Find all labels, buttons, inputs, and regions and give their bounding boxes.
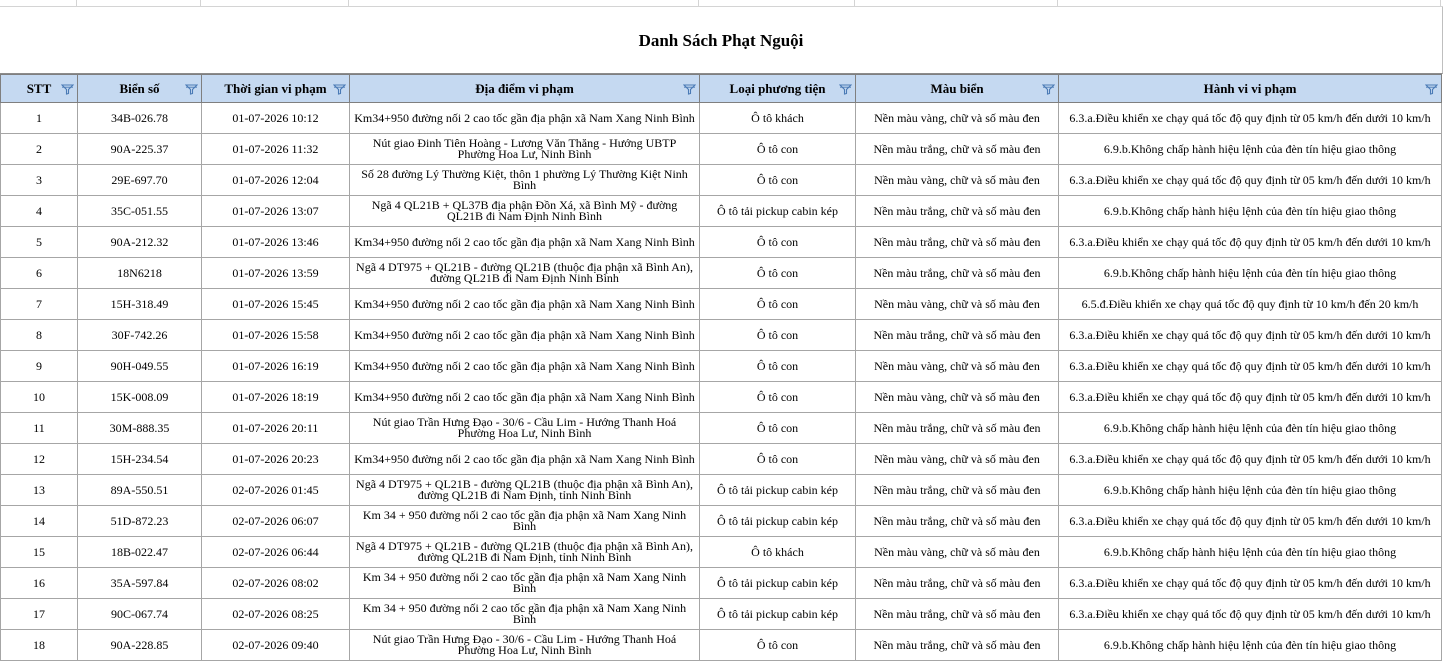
cell-vehicle[interactable]: Ô tô khách bbox=[700, 103, 856, 134]
cell-plate_color[interactable]: Nền màu trắng, chữ và số màu đen bbox=[856, 227, 1059, 258]
cell-vehicle[interactable]: Ô tô tải pickup cabin kép bbox=[700, 506, 856, 537]
cell-plate_color[interactable]: Nền màu vàng, chữ và số màu đen bbox=[856, 537, 1059, 568]
column-header-label: STT bbox=[26, 80, 52, 96]
page-title: Danh Sách Phạt Nguội bbox=[638, 31, 804, 50]
cell-time[interactable]: 02-07-2026 09:40 bbox=[202, 630, 350, 661]
cell-vehicle[interactable]: Ô tô khách bbox=[700, 537, 856, 568]
cell-location[interactable]: Ngã 4 QL21B + QL37B địa phận Đồn Xá, xã Bình Mỹ - đường QL21B đi Nam Định Ninh Bình bbox=[350, 196, 700, 227]
violations-table bbox=[0, 74, 1442, 661]
table-body bbox=[1, 103, 1442, 661]
cell-plate[interactable]: 51D-872.23 bbox=[78, 506, 202, 537]
cell-violation[interactable]: 6.3.a.Điều khiển xe chạy quá tốc độ quy định từ 05 km/h đến dưới 10 km/h bbox=[1059, 227, 1442, 258]
filter-funnel-icon[interactable] bbox=[839, 83, 852, 95]
cell-plate_color[interactable]: Nền màu trắng, chữ và số màu đen bbox=[856, 196, 1059, 227]
cell-time[interactable]: 01-07-2026 13:07 bbox=[202, 196, 350, 227]
column-header-time[interactable] bbox=[202, 75, 350, 103]
table-row bbox=[1, 382, 1442, 413]
table-row bbox=[1, 537, 1442, 568]
cell-stt[interactable]: 4 bbox=[1, 196, 78, 227]
cell-violation[interactable]: 6.3.a.Điều khiển xe chạy quá tốc độ quy định từ 05 km/h đến dưới 10 km/h bbox=[1059, 599, 1442, 630]
cell-vehicle[interactable]: Ô tô con bbox=[700, 444, 856, 475]
cell-stt[interactable]: 18 bbox=[1, 630, 78, 661]
table-row bbox=[1, 599, 1442, 630]
table-row bbox=[1, 227, 1442, 258]
column-header-location[interactable] bbox=[350, 75, 700, 103]
cell-plate_color[interactable]: Nền màu trắng, chữ và số màu đen bbox=[856, 630, 1059, 661]
cell-violation[interactable]: 6.3.a.Điều khiển xe chạy quá tốc độ quy định từ 05 km/h đến dưới 10 km/h bbox=[1059, 351, 1442, 382]
cell-plate[interactable]: 90A-225.37 bbox=[78, 134, 202, 165]
cell-location[interactable]: Km34+950 đường nối 2 cao tốc gần địa phận xã Nam Xang Ninh Bình bbox=[350, 444, 700, 475]
cell-stt[interactable]: 7 bbox=[1, 289, 78, 320]
cell-violation[interactable]: 6.3.a.Điều khiển xe chạy quá tốc độ quy định từ 05 km/h đến dưới 10 km/h bbox=[1059, 165, 1442, 196]
cell-violation[interactable]: 6.9.b.Không chấp hành hiệu lệnh của đèn tín hiệu giao thông bbox=[1059, 475, 1442, 506]
cell-time[interactable]: 01-07-2026 15:58 bbox=[202, 320, 350, 351]
table-row bbox=[1, 320, 1442, 351]
cell-location[interactable]: Nút giao Đinh Tiên Hoàng - Lương Văn Thăng - Hướng UBTP Phường Hoa Lư, Ninh Bình bbox=[350, 134, 700, 165]
cell-stt[interactable]: 14 bbox=[1, 506, 78, 537]
cell-vehicle[interactable]: Ô tô tải pickup cabin kép bbox=[700, 568, 856, 599]
cell-time[interactable]: 02-07-2026 01:45 bbox=[202, 475, 350, 506]
cell-location[interactable]: Km34+950 đường nối 2 cao tốc gần địa phận xã Nam Xang Ninh Bình bbox=[350, 289, 700, 320]
previous-row-strip bbox=[0, 0, 1443, 7]
cell-stt[interactable]: 10 bbox=[1, 382, 78, 413]
table-row bbox=[1, 134, 1442, 165]
cell-stt[interactable]: 8 bbox=[1, 320, 78, 351]
cell-plate[interactable]: 35A-597.84 bbox=[78, 568, 202, 599]
table-row bbox=[1, 289, 1442, 320]
cell-plate_color[interactable]: Nền màu vàng, chữ và số màu đen bbox=[856, 444, 1059, 475]
cell-vehicle[interactable]: Ô tô con bbox=[700, 289, 856, 320]
cell-location[interactable]: Ngã 4 DT975 + QL21B - đường QL21B (thuộc địa phận xã Bình An), đường QL21B đi Nam Định, tỉnh Ninh Bình bbox=[350, 537, 700, 568]
cell-plate_color[interactable]: Nền màu trắng, chữ và số màu đen bbox=[856, 568, 1059, 599]
table-row bbox=[1, 630, 1442, 661]
column-header-label: Địa điểm vi phạm bbox=[475, 80, 574, 96]
cell-violation[interactable]: 6.9.b.Không chấp hành hiệu lệnh của đèn tín hiệu giao thông bbox=[1059, 630, 1442, 661]
cell-time[interactable]: 01-07-2026 20:11 bbox=[202, 413, 350, 444]
cell-time[interactable]: 02-07-2026 06:44 bbox=[202, 537, 350, 568]
header-row bbox=[1, 75, 1442, 103]
filter-funnel-icon[interactable] bbox=[333, 83, 346, 95]
cell-location[interactable]: Nút giao Trần Hưng Đạo - 30/6 - Cầu Lim - Hướng Thanh Hoá Phường Hoa Lư, Ninh Bình bbox=[350, 413, 700, 444]
cell-time[interactable]: 02-07-2026 08:02 bbox=[202, 568, 350, 599]
cell-vehicle[interactable]: Ô tô con bbox=[700, 630, 856, 661]
cell-plate[interactable]: 30F-742.26 bbox=[78, 320, 202, 351]
cell-vehicle[interactable]: Ô tô con bbox=[700, 227, 856, 258]
cell-plate_color[interactable]: Nền màu trắng, chữ và số màu đen bbox=[856, 320, 1059, 351]
table-row bbox=[1, 258, 1442, 289]
cell-plate_color[interactable]: Nền màu trắng, chữ và số màu đen bbox=[856, 413, 1059, 444]
cell-location[interactable]: Km34+950 đường nối 2 cao tốc gần địa phận xã Nam Xang Ninh Bình bbox=[350, 227, 700, 258]
cell-time[interactable]: 01-07-2026 13:46 bbox=[202, 227, 350, 258]
cell-plate[interactable]: 90H-049.55 bbox=[78, 351, 202, 382]
table-row bbox=[1, 103, 1442, 134]
filter-funnel-icon[interactable] bbox=[1425, 83, 1438, 95]
cell-time[interactable]: 02-07-2026 06:07 bbox=[202, 506, 350, 537]
table-row bbox=[1, 196, 1442, 227]
cell-stt[interactable]: 15 bbox=[1, 537, 78, 568]
column-header-vehicle[interactable] bbox=[700, 75, 856, 103]
table-row bbox=[1, 413, 1442, 444]
cell-location[interactable]: Km34+950 đường nối 2 cao tốc gần địa phận xã Nam Xang Ninh Bình bbox=[350, 382, 700, 413]
cell-location[interactable]: Km34+950 đường nối 2 cao tốc gần địa phận xã Nam Xang Ninh Bình bbox=[350, 103, 700, 134]
cell-violation[interactable]: 6.3.a.Điều khiển xe chạy quá tốc độ quy định từ 05 km/h đến dưới 10 km/h bbox=[1059, 444, 1442, 475]
cell-plate_color[interactable]: Nền màu trắng, chữ và số màu đen bbox=[856, 258, 1059, 289]
cell-time[interactable]: 01-07-2026 12:04 bbox=[202, 165, 350, 196]
column-header-label: Biển số bbox=[119, 80, 160, 96]
cell-location[interactable]: Ngã 4 DT975 + QL21B - đường QL21B (thuộc địa phận xã Bình An), đường QL21B đi Nam Định, tỉnh Ninh Bình bbox=[350, 475, 700, 506]
cell-plate[interactable]: 30M-888.35 bbox=[78, 413, 202, 444]
cell-stt[interactable]: 1 bbox=[1, 103, 78, 134]
cell-plate_color[interactable]: Nền màu trắng, chữ và số màu đen bbox=[856, 134, 1059, 165]
column-header-violation[interactable] bbox=[1059, 75, 1442, 103]
filter-funnel-icon[interactable] bbox=[683, 83, 696, 95]
cell-violation[interactable]: 6.9.b.Không chấp hành hiệu lệnh của đèn tín hiệu giao thông bbox=[1059, 258, 1442, 289]
cell-stt[interactable]: 5 bbox=[1, 227, 78, 258]
cell-plate_color[interactable]: Nền màu vàng, chữ và số màu đen bbox=[856, 103, 1059, 134]
cell-stt[interactable]: 3 bbox=[1, 165, 78, 196]
cell-vehicle[interactable]: Ô tô con bbox=[700, 382, 856, 413]
table-row bbox=[1, 506, 1442, 537]
cell-plate_color[interactable]: Nền màu vàng, chữ và số màu đen bbox=[856, 351, 1059, 382]
cell-location[interactable]: Km 34 + 950 đường nối 2 cao tốc gần địa phận xã Nam Xang Ninh Bình bbox=[350, 568, 700, 599]
cell-location[interactable]: Km 34 + 950 đường nối 2 cao tốc gần địa phận xã Nam Xang Ninh Bình bbox=[350, 506, 700, 537]
filter-funnel-icon[interactable] bbox=[185, 83, 198, 95]
column-header-plate[interactable] bbox=[78, 75, 202, 103]
cell-vehicle[interactable]: Ô tô con bbox=[700, 258, 856, 289]
cell-plate[interactable]: 90A-212.32 bbox=[78, 227, 202, 258]
cell-location[interactable]: Km34+950 đường nối 2 cao tốc gần địa phận xã Nam Xang Ninh Bình bbox=[350, 351, 700, 382]
cell-violation[interactable]: 6.5.đ.Điều khiển xe chạy quá tốc độ quy định từ 10 km/h đến 20 km/h bbox=[1059, 289, 1442, 320]
column-header-label: Loại phương tiện bbox=[729, 80, 826, 96]
cell-plate[interactable]: 90A-228.85 bbox=[78, 630, 202, 661]
cell-vehicle[interactable]: Ô tô tải pickup cabin kép bbox=[700, 599, 856, 630]
cell-plate[interactable]: 15K-008.09 bbox=[78, 382, 202, 413]
cell-plate[interactable]: 35C-051.55 bbox=[78, 196, 202, 227]
cell-vehicle[interactable]: Ô tô tải pickup cabin kép bbox=[700, 475, 856, 506]
cell-violation[interactable]: 6.3.a.Điều khiển xe chạy quá tốc độ quy định từ 05 km/h đến dưới 10 km/h bbox=[1059, 382, 1442, 413]
cell-stt[interactable]: 17 bbox=[1, 599, 78, 630]
filter-funnel-icon[interactable] bbox=[61, 83, 74, 95]
cell-violation[interactable]: 6.3.a.Điều khiển xe chạy quá tốc độ quy định từ 05 km/h đến dưới 10 km/h bbox=[1059, 506, 1442, 537]
cell-time[interactable]: 01-07-2026 18:19 bbox=[202, 382, 350, 413]
cell-time[interactable]: 01-07-2026 10:12 bbox=[202, 103, 350, 134]
cell-vehicle[interactable]: Ô tô con bbox=[700, 413, 856, 444]
cell-vehicle[interactable]: Ô tô con bbox=[700, 134, 856, 165]
cell-plate_color[interactable]: Nền màu trắng, chữ và số màu đen bbox=[856, 475, 1059, 506]
table-row bbox=[1, 351, 1442, 382]
cell-location[interactable]: Km 34 + 950 đường nối 2 cao tốc gần địa phận xã Nam Xang Ninh Bình bbox=[350, 599, 700, 630]
filter-funnel-icon[interactable] bbox=[1042, 83, 1055, 95]
table-row bbox=[1, 444, 1442, 475]
cell-location[interactable]: Nút giao Trần Hưng Đạo - 30/6 - Cầu Lim - Hướng Thanh Hoá Phường Hoa Lư, Ninh Bình bbox=[350, 630, 700, 661]
column-header-label: Thời gian vi phạm bbox=[224, 80, 327, 96]
column-header-label: Màu biển bbox=[930, 80, 984, 96]
cell-vehicle[interactable]: Ô tô con bbox=[700, 320, 856, 351]
cell-plate[interactable]: 15H-318.49 bbox=[78, 289, 202, 320]
cell-stt[interactable]: 6 bbox=[1, 258, 78, 289]
cell-plate_color[interactable]: Nền màu vàng, chữ và số màu đen bbox=[856, 165, 1059, 196]
cell-plate[interactable]: 18N6218 bbox=[78, 258, 202, 289]
cell-violation[interactable]: 6.3.a.Điều khiển xe chạy quá tốc độ quy định từ 05 km/h đến dưới 10 km/h bbox=[1059, 568, 1442, 599]
cell-stt[interactable]: 13 bbox=[1, 475, 78, 506]
cell-stt[interactable]: 16 bbox=[1, 568, 78, 599]
cell-time[interactable]: 01-07-2026 15:45 bbox=[202, 289, 350, 320]
cell-violation[interactable]: 6.9.b.Không chấp hành hiệu lệnh của đèn tín hiệu giao thông bbox=[1059, 413, 1442, 444]
cell-plate_color[interactable]: Nền màu vàng, chữ và số màu đen bbox=[856, 289, 1059, 320]
cell-stt[interactable]: 11 bbox=[1, 413, 78, 444]
cell-vehicle[interactable]: Ô tô con bbox=[700, 351, 856, 382]
cell-time[interactable]: 01-07-2026 13:59 bbox=[202, 258, 350, 289]
cell-time[interactable]: 01-07-2026 11:32 bbox=[202, 134, 350, 165]
cell-plate[interactable]: 89A-550.51 bbox=[78, 475, 202, 506]
table-row bbox=[1, 165, 1442, 196]
column-header-plate_color[interactable] bbox=[856, 75, 1059, 103]
cell-location[interactable]: Ngã 4 DT975 + QL21B - đường QL21B (thuộc địa phận xã Bình An), đường QL21B đi Nam Định Ninh Bình bbox=[350, 258, 700, 289]
table-row bbox=[1, 475, 1442, 506]
cell-plate[interactable]: 29E-697.70 bbox=[78, 165, 202, 196]
column-header-label: Hành vi vi phạm bbox=[1203, 80, 1297, 96]
cell-violation[interactable]: 6.9.b.Không chấp hành hiệu lệnh của đèn tín hiệu giao thông bbox=[1059, 134, 1442, 165]
column-header-stt[interactable] bbox=[1, 75, 78, 103]
cell-stt[interactable]: 9 bbox=[1, 351, 78, 382]
table-row bbox=[1, 568, 1442, 599]
cell-time[interactable]: 01-07-2026 20:23 bbox=[202, 444, 350, 475]
cell-stt[interactable]: 12 bbox=[1, 444, 78, 475]
cell-plate_color[interactable]: Nền màu vàng, chữ và số màu đen bbox=[856, 382, 1059, 413]
cell-vehicle[interactable]: Ô tô con bbox=[700, 165, 856, 196]
title-cell[interactable] bbox=[0, 7, 1443, 74]
cell-plate[interactable]: 90C-067.74 bbox=[78, 599, 202, 630]
cell-violation[interactable]: 6.3.a.Điều khiển xe chạy quá tốc độ quy định từ 05 km/h đến dưới 10 km/h bbox=[1059, 103, 1442, 134]
cell-plate[interactable]: 15H-234.54 bbox=[78, 444, 202, 475]
cell-stt[interactable]: 2 bbox=[1, 134, 78, 165]
cell-vehicle[interactable]: Ô tô tải pickup cabin kép bbox=[700, 196, 856, 227]
cell-plate_color[interactable]: Nền màu trắng, chữ và số màu đen bbox=[856, 506, 1059, 537]
cell-plate_color[interactable]: Nền màu trắng, chữ và số màu đen bbox=[856, 599, 1059, 630]
cell-location[interactable]: Km34+950 đường nối 2 cao tốc gần địa phận xã Nam Xang Ninh Bình bbox=[350, 320, 700, 351]
cell-plate[interactable]: 18B-022.47 bbox=[78, 537, 202, 568]
cell-location[interactable]: Số 28 đường Lý Thường Kiệt, thôn 1 phường Lý Thường Kiệt Ninh Bình bbox=[350, 165, 700, 196]
cell-violation[interactable]: 6.3.a.Điều khiển xe chạy quá tốc độ quy định từ 05 km/h đến dưới 10 km/h bbox=[1059, 320, 1442, 351]
cell-violation[interactable]: 6.9.b.Không chấp hành hiệu lệnh của đèn tín hiệu giao thông bbox=[1059, 537, 1442, 568]
cell-time[interactable]: 01-07-2026 16:19 bbox=[202, 351, 350, 382]
cell-violation[interactable]: 6.9.b.Không chấp hành hiệu lệnh của đèn tín hiệu giao thông bbox=[1059, 196, 1442, 227]
cell-plate[interactable]: 34B-026.78 bbox=[78, 103, 202, 134]
cell-time[interactable]: 02-07-2026 08:25 bbox=[202, 599, 350, 630]
